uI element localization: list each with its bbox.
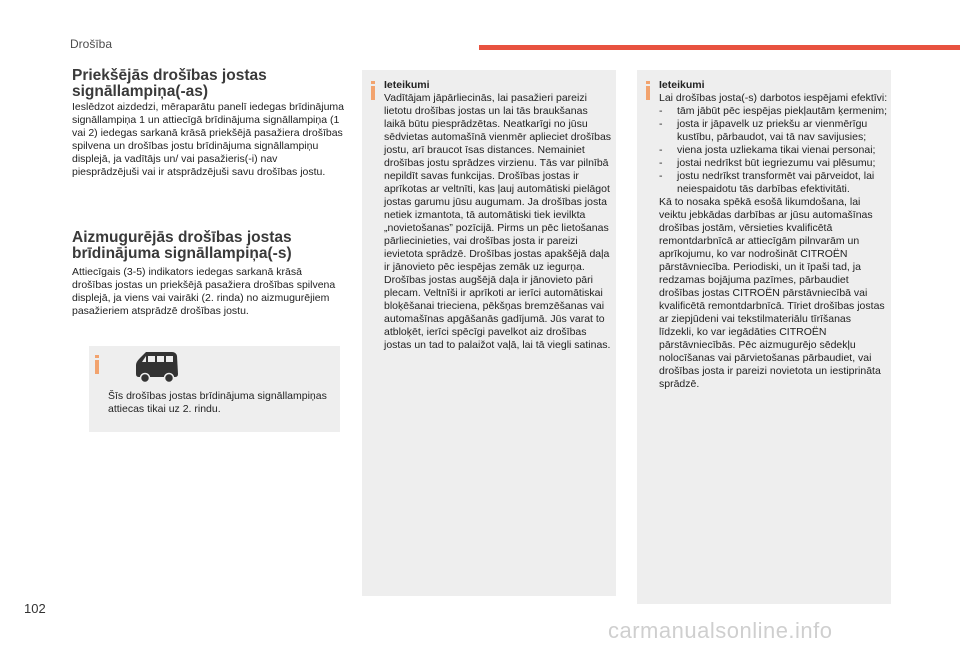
- advice-middle-title: Ieteikumi: [384, 79, 430, 91]
- list-item: - viena josta uzliekama tikai vienai personai;: [659, 144, 876, 156]
- advice-right-title: Ieteikumi: [659, 79, 705, 91]
- rear-heading-line1: Aizmugurējās drošības jostas: [72, 229, 292, 246]
- van-note-text: Šīs drošības jostas brīdinājuma signāllampiņas attiecas tikai uz 2. rindu.: [108, 390, 327, 415]
- info-icon: [371, 86, 375, 100]
- rear-heading-line2: brīdinājuma signāllampiņa(-s): [72, 245, 292, 262]
- advice-box-right: [637, 70, 891, 604]
- van-note-box: [89, 346, 340, 432]
- list-item: - josta ir jāpavelk uz priekšu ar vienmērīgu kustību, pārbaudot, vai tā nav savijusies;: [659, 118, 868, 143]
- front-belt-paragraph: Ieslēdzot aizdedzi, mēraparātu panelī iedegas brīdinājuma signāllampiņa 1 un attiecīgā brīdinājuma signāllampiņa (1 vai 2) iedegas sarkanā krāsā priekšējā pasažiera drošības spilvena un drošības jostu brīdinājuma signāllampiņu displejā, ja vadītājs un/ vai pasažieris(-i) nav piesprādzējuši vai ir atsprādzējuši savu drošības jostu.: [72, 101, 345, 178]
- rear-belt-paragraph: Attiecīgais (3-5) indikators iedegas sarkanā krāsā drošības jostas un priekšējā pasažiera drošības spilvena displejā, ja viens vai vairāki (2. rinda) no aizmugurējiem pasažieriem atsprādzē drošības jostu.: [72, 266, 336, 317]
- info-icon: [646, 86, 650, 100]
- section-accent-bar: [479, 45, 960, 50]
- advice-right-list: [659, 105, 888, 196]
- front-belt-heading: [72, 68, 344, 100]
- list-item: - tām jābūt pēc iespējas piekļautām ķermenim;: [659, 105, 888, 117]
- advice-middle-text: Vadītājam jāpārliecinās, lai pasažieri pareizi lietotu drošības jostas un lai tās braukšanas laikā būtu piesprādzētas. Neatkarīgi no jūsu sēdvietas automašīnā vienmēr aplieciet drošības jostu, arī braucot īsas distances. Nemainiet drošības jostu sprādzes virzienu. Tās var pilnībā nepildīt savas funkcijas. Drošības jostas ir aprīkotas ar veltnīti, kas ļauj automātiski pielāgot jostas garumu jūsu augumam. Ja drošības josta netiek izmantota, tā automātiski tiek ievilkta „novietošanas” pozīcijā. Pirms un pēc lietošanas pārliecinieties, vai drošības josta ir pareizi ievietota sprādzē. Drošības jostas apakšējā daļa ir jānovieto pēc iespējas zemāk uz iegurņa. Drošības jostas augšējā daļa ir jānovieto pāri plecam. Veltnīši ir aprīkoti ar ierīci automātiskai bloķēšanai trieciena, pēkšņas bremzēšanas vai automašīnas apgāšanās gadījumā. Jūs varat to atbloķēt, ierīci spēcīgi pavelkot aiz drošības jostas un tad to palaižot vaļā, lai tā viegli satinas.: [384, 92, 612, 351]
- info-icon: [95, 360, 99, 374]
- front-heading-line2: signāllampiņa(-as): [72, 83, 209, 100]
- van-icon: [134, 350, 180, 386]
- advice-right-intro: Lai drošības josta(-s) darbotos iespējami efektīvi:: [659, 92, 888, 104]
- advice-box-middle: [362, 70, 616, 596]
- advice-right-after: Kā to nosaka spēkā esošā likumdošana, lai veiktu jebkādas darbības ar jūsu automašīnas drošības jostām, vērsieties kvalificētā remontdarbnīcā ar attiecīgām pilnvarām un aprīkojumu, ko var nodrošināt CITROËN pārstāvniecība. Periodiski, un it īpaši tad, ja redzamas bojājuma pazīmes, pārbaudiet drošības jostas CITROËN pārstāvniecībā vai kvalificētā remontdarbnīcā. Tīriet drošības jostas ar ziepjūdeni vai tekstilmateriālu tīrīšanas līdzekli, ko var iegādāties CITROËN pārstāvniecībās. Pēc aizmugurējo sēdekļu nolocīšanas vai pārvietošanas pārbaudiet, vai drošības josta ir pareizi novietota un iestiprināta sprādzē.: [659, 196, 885, 390]
- watermark: carmanualsonline.info: [608, 618, 833, 643]
- section-title: Drošība: [70, 37, 113, 51]
- rear-belt-heading: [72, 230, 344, 262]
- page-number: 102: [24, 601, 46, 616]
- list-item: - jostai nedrīkst būt iegriezumu vai plēsumu;: [659, 157, 876, 169]
- front-heading-line1: Priekšējās drošības jostas: [72, 67, 267, 84]
- list-item: - jostu nedrīkst transformēt vai pārveidot, lai neiespaidotu tās darbības efektivitāti.: [659, 170, 875, 195]
